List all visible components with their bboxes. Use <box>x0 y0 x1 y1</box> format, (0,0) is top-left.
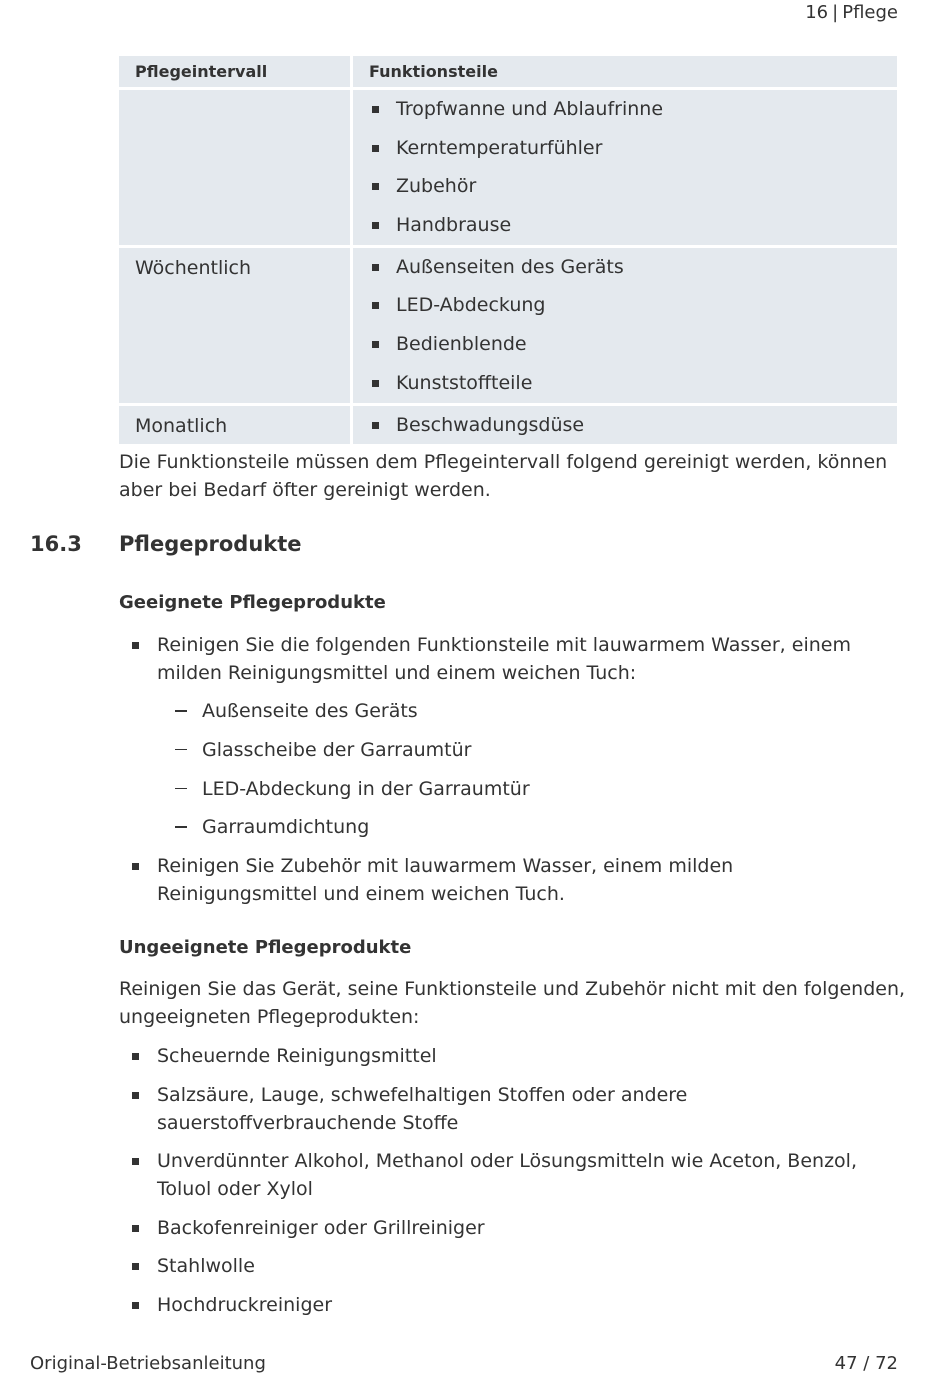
list-item-text: Reinigen Sie die folgenden Funktionsteile mit lauwarmem Wasser, einem milden Reinigungsmittel und einem weichen Tuch: <box>157 634 851 684</box>
list-item: LED-Abdeckung <box>369 286 897 325</box>
unsuitable-products-heading: Ungeeignete Pflegeprodukte <box>119 937 412 958</box>
list-item: Kerntemperaturfühler <box>369 129 897 168</box>
list-item: Scheuernde Reinigungsmittel <box>119 1042 899 1070</box>
sub-list-item: Außenseite des Geräts <box>157 697 899 725</box>
footer-page-number: 47 / 72 <box>834 1353 898 1374</box>
list-item: Bedienblende <box>369 325 897 364</box>
list-item: Tropfwanne und Ablaufrinne <box>369 90 897 129</box>
section-title: Pflegeprodukte <box>119 532 302 556</box>
list-item: Handbrause <box>369 206 897 245</box>
footer-document-title: Original-Betriebsanleitung <box>30 1353 266 1374</box>
list-item <box>119 631 899 841</box>
interval-cell: Monatlich <box>119 406 353 448</box>
sub-list-item: Glasscheibe der Garraumtür <box>157 736 899 764</box>
parts-list <box>353 406 897 445</box>
unsuitable-products-list <box>119 1042 899 1329</box>
list-item: Beschwadungsdüse <box>369 406 897 445</box>
list-item: Unverdünnter Alkohol, Methanol oder Lösungsmitteln wie Aceton, Benzol, Toluol oder Xylol <box>119 1147 899 1203</box>
section-number: 16.3 <box>30 532 82 556</box>
interval-cell <box>119 90 353 248</box>
table-row <box>119 406 897 448</box>
parts-list <box>353 248 897 403</box>
unsuitable-intro: Reinigen Sie das Gerät, seine Funktionsteile und Zubehör nicht mit den folgenden, ungeeigneten Pflegeprodukten: <box>119 978 906 1028</box>
interval-cell: Wöchentlich <box>119 248 353 406</box>
sub-list-item: Garraumdichtung <box>157 813 899 841</box>
list-item: Stahlwolle <box>119 1252 899 1280</box>
list-item: Salzsäure, Lauge, schwefelhaltigen Stoffen oder andere sauerstoffverbrauchende Stoffe <box>119 1081 899 1137</box>
table-header-row <box>119 56 897 90</box>
column-header-parts: Funktionsteile <box>353 56 897 90</box>
table-row <box>119 248 897 406</box>
chapter-number: 16 <box>805 2 829 23</box>
care-interval-table <box>119 56 897 447</box>
page-header <box>805 2 898 23</box>
list-item: Außenseiten des Geräts <box>369 248 897 287</box>
parts-cell <box>353 406 897 448</box>
suitable-products-list <box>119 631 899 919</box>
sub-list-item: LED-Abdeckung in der Garraumtür <box>157 775 899 803</box>
interval-note: Die Funktionsteile müssen dem Pflegeintervall folgend gereinigt werden, können aber bei Bedarf öfter gereinigt werden. <box>119 451 888 501</box>
list-item: Kunststoffteile <box>369 364 897 403</box>
parts-list <box>353 90 897 245</box>
sub-list <box>157 697 899 841</box>
chapter-title: Pflege <box>842 2 898 23</box>
parts-cell <box>353 248 897 406</box>
suitable-products-heading: Geeignete Pflegeprodukte <box>119 592 386 613</box>
list-item: Reinigen Sie Zubehör mit lauwarmem Wasser, einem milden Reinigungsmittel und einem weichen Tuch. <box>119 852 899 908</box>
parts-cell <box>353 90 897 248</box>
table-row <box>119 90 897 248</box>
list-item: Backofenreiniger oder Grillreiniger <box>119 1214 899 1242</box>
header-separator: | <box>832 2 839 23</box>
section-heading <box>30 532 302 556</box>
list-item: Hochdruckreiniger <box>119 1291 899 1319</box>
column-header-interval: Pflegeintervall <box>119 56 353 90</box>
list-item: Zubehör <box>369 167 897 206</box>
